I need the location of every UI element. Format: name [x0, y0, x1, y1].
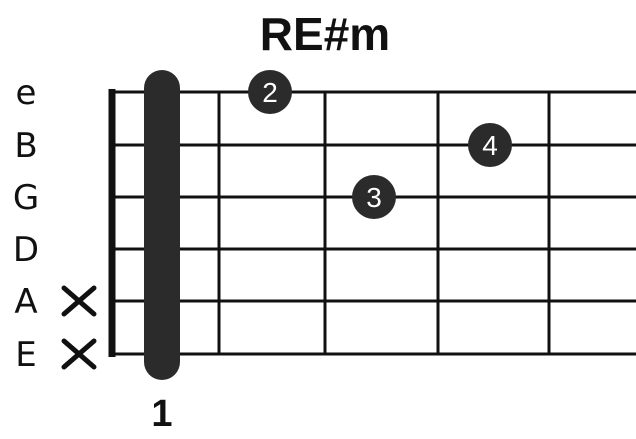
- barre-layer: [144, 70, 180, 380]
- string-label-high-e: e: [15, 73, 37, 113]
- muted-string-icon: [64, 288, 94, 314]
- string-labels: [13, 73, 39, 375]
- string-label-e: E: [15, 335, 37, 375]
- muted-markers: [64, 288, 94, 367]
- string-label-a: A: [14, 282, 38, 322]
- finger-marker: [468, 123, 512, 167]
- base-fret-number: 1: [151, 393, 173, 435]
- barre: [144, 70, 180, 380]
- muted-string-icon: [64, 341, 94, 367]
- finger-number: 4: [482, 130, 498, 161]
- finger-marker: [352, 175, 396, 219]
- fretboard: [112, 89, 636, 357]
- string-label-d: D: [12, 230, 40, 270]
- string-label-g: G: [12, 178, 40, 218]
- finger-number: 3: [366, 182, 382, 213]
- finger-number: 2: [262, 77, 278, 108]
- string-label-b: B: [14, 126, 38, 166]
- chord-title: RE#m: [259, 8, 391, 60]
- finger-marker: [248, 70, 292, 114]
